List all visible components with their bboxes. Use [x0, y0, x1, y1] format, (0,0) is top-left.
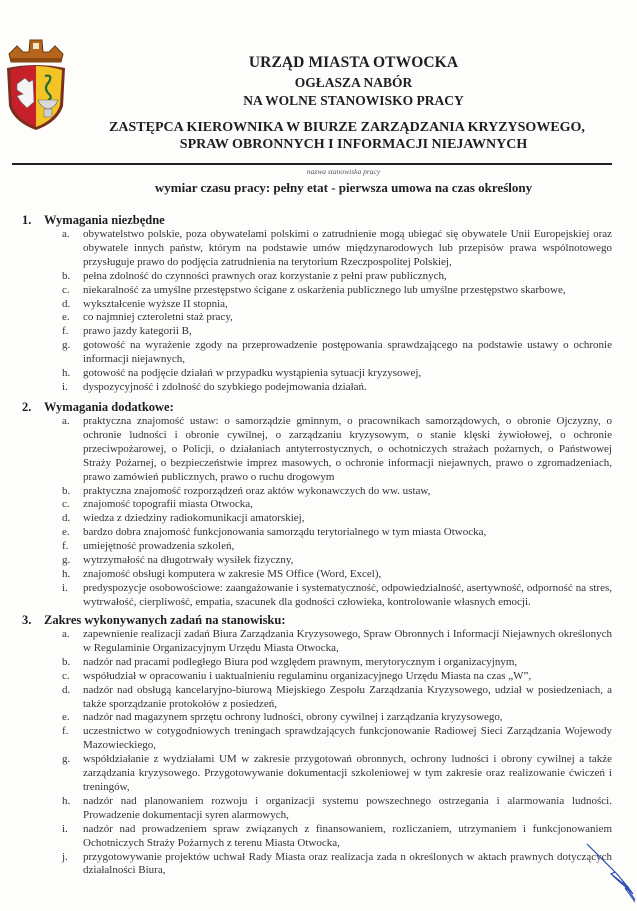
- item-letter: h.: [62, 367, 71, 380]
- list-item: [22, 540, 612, 554]
- list-item: [22, 670, 612, 684]
- item-text: wiedza z dziedziny radiokomunikacji amatorskiej,: [83, 512, 305, 525]
- item-letter: j.: [62, 850, 68, 863]
- item-text: predyspozycje osobowościowe: zaangażowanie i systematyczność, odpowiedzialność, asertywność, odporność na stres, wytrwałość, cierpliwość, empatia, szacunek dla godności człowieka, kontrolowanie własnych emocji.: [83, 581, 612, 608]
- item-text: zapewnienie realizacji zadań Biura Zarządzania Kryzysowego, Spraw Obronnych i Informacji Niejawnych określonych w Regulaminie Organizacyjnym Urzędu Miasta Otwocka,: [83, 628, 612, 654]
- section-heading: [22, 613, 612, 628]
- list-item: [22, 381, 612, 395]
- section-heading: [22, 400, 612, 415]
- section-title: Wymagania dodatkowe:: [44, 400, 174, 414]
- work-time-line: wymiar czasu pracy: pełny etat - pierwsza umowa na czas określony: [154, 180, 533, 195]
- item-letter: a.: [62, 415, 70, 427]
- list-item: [22, 284, 612, 298]
- item-text: obywatelstwo polskie, poza obywatelami polskimi o zatrudnienie mogą ubiegać się obywatele Unii Europejskiej oraz obywatele innych państw, którym na podstawie umów międzynarodowych lub przepisów prawa wspólnotowego przysługuje prawo do podjęcia zatrudnienia na terytorium Rzeczpospolitej Polskiej,: [83, 228, 612, 268]
- list-item: [22, 725, 612, 753]
- list-item: [22, 298, 612, 312]
- office-name: URZĄD MIASTA OTWOCKA: [248, 54, 459, 71]
- item-letter: f.: [62, 725, 69, 738]
- item-letter: b.: [62, 269, 71, 282]
- list-item: [22, 711, 612, 725]
- item-letter: g.: [62, 339, 71, 352]
- list-item: [22, 325, 612, 339]
- list-item: [22, 628, 612, 656]
- item-text: nadzór nad planowaniem rozwoju i organizacji systemu powszechnego ostrzegania i alarmowania ludności. Prowadzenie dokumentacji syren alarmowych,: [83, 794, 612, 821]
- item-letter: f.: [62, 325, 69, 338]
- item-letter: g.: [62, 753, 71, 766]
- item-letter: c.: [62, 498, 70, 511]
- item-text: współdziałanie z wydziałami UM w zakresie przygotowań obronnych, ochrony ludności i obrony cywilnej a także zarządzania kryzysowego. Przygotowywanie dokumentacji szkoleniowej w tym zakresie oraz realizowanie ćwiczeń i treningów,: [83, 753, 612, 793]
- item-letter: a.: [62, 228, 70, 240]
- section-number: 3.: [22, 613, 32, 627]
- item-letter: i.: [62, 581, 68, 594]
- list-item: [22, 485, 612, 499]
- item-text: nadzór nad obsługą kancelaryjno-biurową Miejskiego Zespołu Zarządzania Kryzysowego, udział w posiedzeniach, a także sporządzanie protokołów z posiedzeń,: [83, 683, 612, 710]
- item-letter: b.: [62, 655, 71, 668]
- item-text: co najmniej czteroletni staż pracy,: [83, 311, 233, 324]
- item-letter: a.: [62, 628, 70, 640]
- list-item: [22, 367, 612, 381]
- item-text: niekaralność za umyślne przestępstwo ścigane z oskarżenia publicznego lub umyślne przestępstwo skarbowe,: [83, 283, 566, 296]
- item-text: nadzór nad pracami podległego Biura pod względem prawnym, merytorycznym i organizacyjnym,: [83, 655, 518, 668]
- list-item: [22, 526, 612, 540]
- list-item: [22, 554, 612, 568]
- item-letter: g.: [62, 554, 71, 567]
- item-text: przygotowywanie projektów uchwał Rady Miasta oraz realizacja zada n określonych w aktach prawnych dotyczących działalności Biura,: [83, 850, 612, 877]
- list-item: [22, 582, 612, 610]
- section-number: 1.: [22, 213, 32, 227]
- list-item: [22, 795, 612, 823]
- vacancy-label: NA WOLNE STANOWISKO PRACY: [243, 93, 464, 108]
- item-text: współudział w opracowaniu i uaktualnieniu regulaminu organizacyjnego Urzędu Miasta na czas „W”,: [83, 669, 532, 682]
- section-job-duties: [22, 613, 612, 878]
- signature-mark-icon: [585, 842, 637, 904]
- item-letter: f.: [62, 540, 69, 553]
- item-text: pełna zdolność do czynności prawnych oraz korzystanie z pełni praw publicznych,: [83, 269, 447, 282]
- section-required-qualifications: [22, 213, 612, 395]
- item-text: znajomość topografii miasta Otwocka,: [83, 498, 253, 511]
- item-text: wykształcenie wyższe II stopnia,: [83, 297, 228, 310]
- item-letter: d.: [62, 297, 71, 310]
- list-item: [22, 311, 612, 325]
- item-text: gotowość na wyrażenie zgody na przeprowadzenie postępowania sprawdzającego na podstawie ustawy o ochronie informacji niejawnych,: [83, 339, 612, 366]
- section-heading: [22, 213, 612, 228]
- item-letter: h.: [62, 567, 71, 580]
- list-item: [22, 415, 612, 485]
- list-item: [22, 823, 612, 851]
- announcement-label: OGŁASZA NABÓR: [294, 75, 413, 90]
- item-letter: h.: [62, 794, 71, 807]
- item-text: dyspozycyjność i zdolność do szybkiego podejmowania działań.: [83, 380, 367, 393]
- list-item: [22, 656, 612, 670]
- position-title-line2: SPRAW OBRONNYCH I INFORMACJI NIEJAWNYCH: [179, 137, 528, 152]
- item-text: prawo jazdy kategorii B,: [83, 325, 192, 338]
- item-letter: i.: [62, 380, 68, 393]
- list-item: [22, 568, 612, 582]
- item-text: nadzór nad prowadzeniem spraw związanych z finansowaniem, rozliczaniem, utrzymaniem i funkcjonowaniem Ochotniczych Straży Pożarnych z terenu Miasta Otwocka,: [83, 822, 612, 849]
- otwock-coat-of-arms-icon: [3, 36, 69, 132]
- item-letter: d.: [62, 512, 71, 525]
- position-title-line1: ZASTĘPCA KIEROWNIKA W BIURZE ZARZĄDZANIA KRYZYSOWEGO,: [109, 120, 585, 135]
- section-title: Wymagania niezbędne: [44, 213, 165, 227]
- list-item: [22, 270, 612, 284]
- list-item: [22, 753, 612, 795]
- list-item: [22, 684, 612, 712]
- list-item: [22, 498, 612, 512]
- item-text: znajomość obsługi komputera w zakresie MS Office (Word, Excel),: [83, 567, 382, 580]
- item-letter: c.: [62, 283, 70, 296]
- item-text: uczestnictwo w cotygodniowych treningach sprawdzających funkcjonowanie Radiowej Sieci Zarządzania Wojewody Mazowieckiego,: [83, 725, 612, 752]
- list-item: [22, 228, 612, 270]
- item-letter: b.: [62, 484, 71, 497]
- item-text: praktyczna znajomość ustaw: o samorządzie gminnym, o pracownikach samorządowych, o obronie Ojczyzny, o ochronie ludności i obronie cywilnej, o zarządzaniu kryzysowym, o stanie klęski żywiołowej, o ochronie przeciwpożarowej, o Policji, o działaniach antyterrostycznych, o ochotniczych strażach pożarnych, o Państwowej Straży Pożarnej, o bezpieczeństwie imprez masowych, o ochronie informacji niejawnych, prawo o zgromadzeniach, prawo zamówień publicznych, prawo o ruchu drogowym: [83, 415, 612, 483]
- item-letter: i.: [62, 822, 68, 835]
- item-letter: e.: [62, 311, 70, 324]
- item-letter: e.: [62, 526, 70, 539]
- item-text: umiejętność prowadzenia szkoleń,: [83, 540, 235, 553]
- item-letter: d.: [62, 683, 71, 696]
- list-item: [22, 851, 612, 879]
- item-letter: c.: [62, 669, 70, 682]
- list-item: [22, 339, 612, 367]
- list-item: [22, 512, 612, 526]
- item-text: wytrzymałość na długotrwały wysiłek fizyczny,: [83, 554, 294, 567]
- section-title: Zakres wykonywanych zadań na stanowisku:: [44, 613, 286, 627]
- item-text: bardzo dobra znajomość funkcjonowania samorządu terytorialnego w tym miasta Otwocka,: [83, 526, 487, 539]
- section-number: 2.: [22, 400, 32, 414]
- item-text: praktyczna znajomość rozporządzeń oraz aktów wykonawczych do ww. ustaw,: [83, 484, 431, 497]
- title-divider: [12, 163, 612, 165]
- item-text: nadzór nad magazynem sprzętu ochrony ludności, obrony cywilnej i zarządzania kryzysowego,: [83, 711, 503, 724]
- item-letter: e.: [62, 711, 70, 724]
- item-text: gotowość na podjęcie działań w przypadku wystąpienia sytuacji kryzysowej,: [83, 367, 422, 380]
- section-additional-qualifications: [22, 400, 612, 610]
- position-caption: nazwa stanowiska pracy: [306, 167, 381, 176]
